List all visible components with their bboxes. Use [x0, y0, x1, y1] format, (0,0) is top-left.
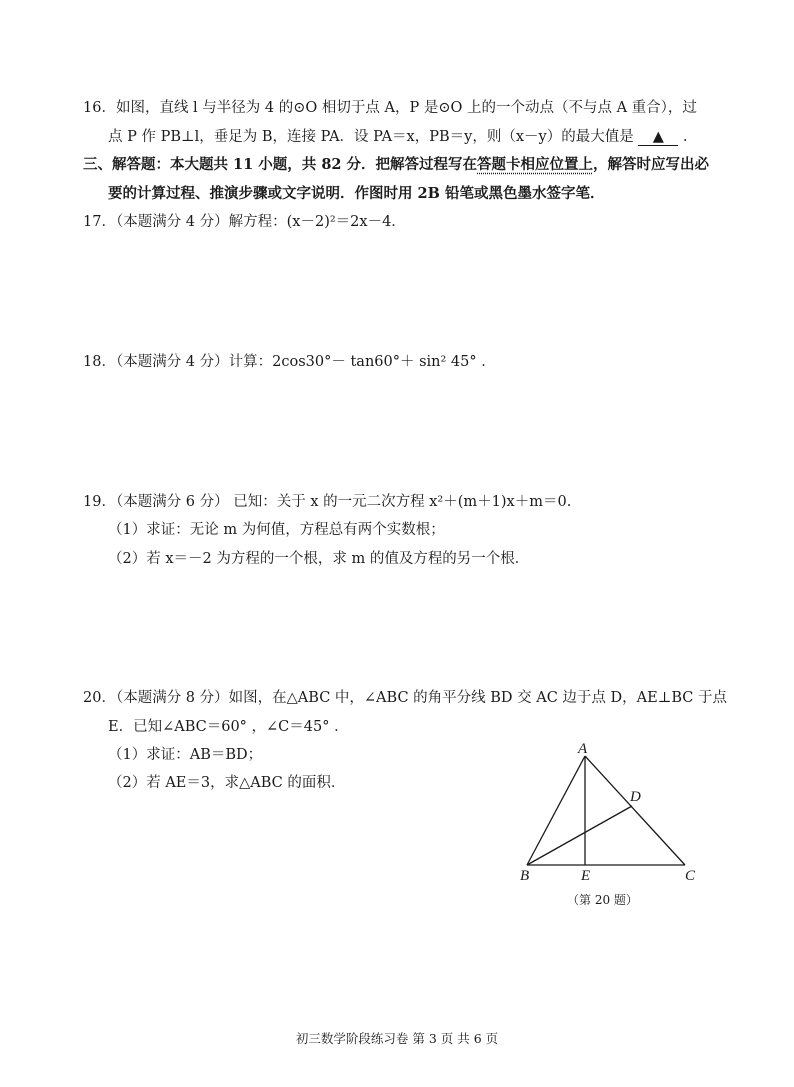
- label-a: A: [578, 741, 588, 757]
- q19-part-2: （2）若 x＝－2 为方程的一个根，求 m 的值及方程的另一个根．: [108, 551, 530, 567]
- q16-line-2-end: .: [682, 129, 688, 145]
- page-footer: 初三数学阶段练习卷 第 3 页 共 6 页: [295, 1031, 499, 1046]
- q20-part-2: （2）若 AE＝3，求△ABC 的面积．: [108, 775, 346, 791]
- q20-part-1: （1）求证：AB＝BD；: [108, 747, 263, 763]
- q18-text: 18．（本题满分 4 分）计算：2cos30°－ tan60°＋ sin² 45° ．: [83, 354, 496, 370]
- label-b: B: [520, 868, 530, 884]
- q16-line-2: [108, 127, 688, 147]
- section-3-header-line-2: 要的计算过程、推演步骤或文字说明．作图时用 2B 铅笔或黑色墨水签字笔．: [108, 185, 605, 202]
- q20-line-2: E．已知∠ABC＝60° ，∠C＝45° ．: [108, 719, 349, 735]
- q17-text: 17．（本题满分 4 分）解方程：(x－2)²＝2x－4．: [83, 214, 406, 230]
- section-3-header-a: 三、解答题：本大题共 11 小题，共 82 分．把解答过程写在: [83, 156, 478, 173]
- q16-line-2-text: 点 P 作 PB⊥l，垂足为 B，连接 PA．设 PA＝x，PB＝y，则（x－y）的最大值是: [108, 129, 634, 145]
- label-d: D: [630, 789, 641, 805]
- q20-figure-caption: （第 20 题）: [567, 893, 638, 907]
- q19-part-1: （1）求证：无论 m 为何值，方程总有两个实数根；: [108, 522, 445, 538]
- q16-answer-blank: ▲: [638, 129, 678, 146]
- section-3-header-c: ，解答时应写出必: [593, 156, 710, 173]
- q20-triangle-figure: [515, 738, 705, 913]
- segment-ac: [585, 756, 685, 865]
- section-3-header: [83, 155, 709, 175]
- section-3-header-emphasis: 答题卡相应位置上: [477, 156, 594, 173]
- label-e: E: [581, 868, 591, 884]
- q19-line-1: 19．（本题满分 6 分） 已知：关于 x 的一元二次方程 x²＋(m＋1)x＋m＝0.: [83, 494, 572, 510]
- q16-line-1: 16．如图，直线 l 与半径为 4 的⊙O 相切于点 A，P 是⊙O 上的一个动点（不与点 A 重合），过: [83, 100, 697, 116]
- q20-line-1: 20．（本题满分 8 分）如图，在△ABC 中，∠ABC 的角平分线 BD 交 AC 边于点 D，AE⊥BC 于点: [83, 690, 727, 706]
- label-c: C: [685, 868, 696, 884]
